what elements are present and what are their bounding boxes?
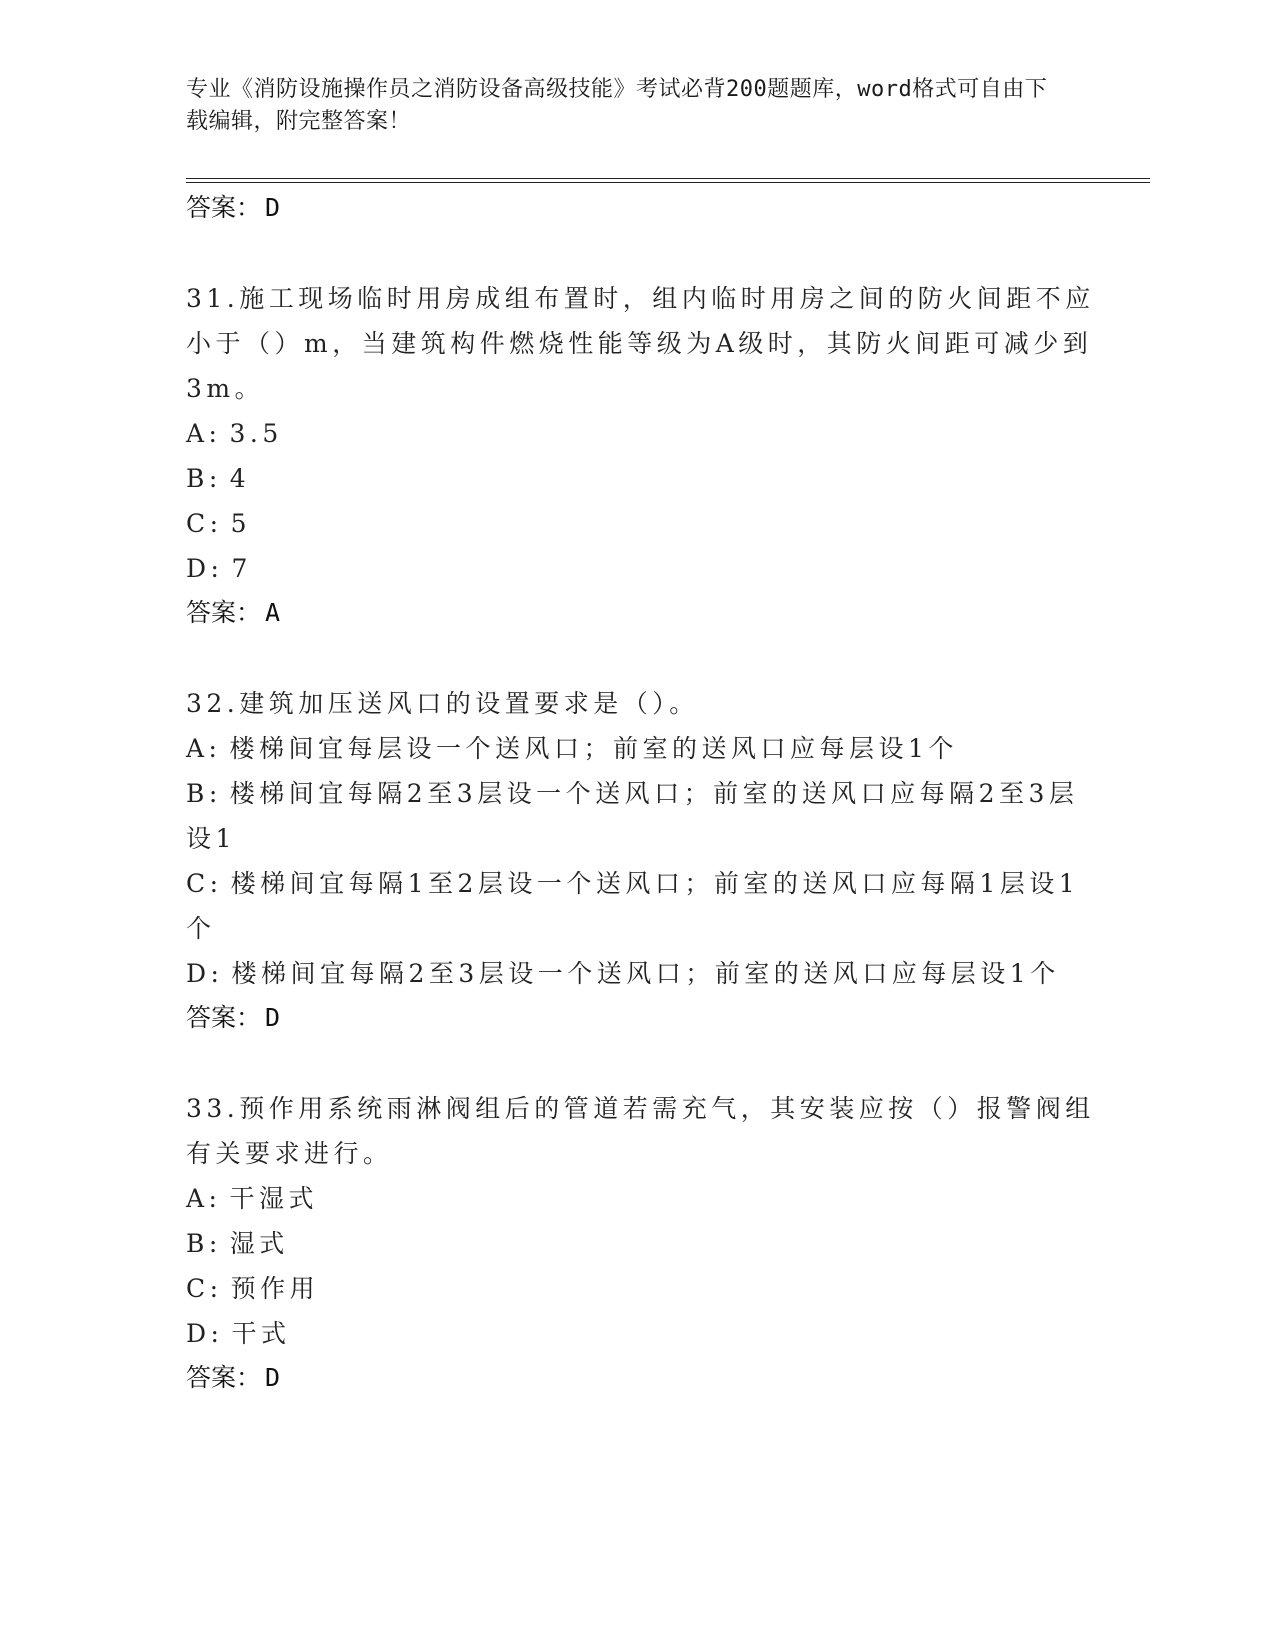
option-text: 4 [229,464,251,493]
answer-value: D [265,1363,281,1392]
answer-label: 答案： [186,598,262,627]
header-divider-secondary [186,182,1150,183]
option-a [186,726,1106,771]
option-text: 湿式 [229,1229,289,1258]
option-text: 预作用 [230,1274,320,1303]
option-c [186,1266,1106,1311]
question-stem: 33.预作用系统雨淋阀组后的管道若需充气，其安装应按（）报警阀组有关要求进行。 [186,1094,1095,1168]
question-32 [186,681,1106,1040]
question-stem: 31.施工现场临时用房成组布置时，组内临时用房之间的防火间距不应小于（）m，当建筑构件燃烧性能等级为A级时，其防火间距可减少到3m。 [186,284,1095,403]
header-divider [186,178,1150,179]
option-key: B: [186,779,222,808]
option-text: 干湿式 [229,1184,318,1213]
option-a [186,1176,1106,1221]
option-key: A: [186,734,222,763]
option-key: B: [186,464,222,493]
option-key: D: [186,554,224,583]
option-key: A: [186,1184,222,1213]
answer-line [186,591,1106,635]
option-text: 楼梯间宜每层设一个送风口；前室的送风口应每层设1个 [229,734,958,763]
answer-label: 答案： [186,1363,262,1392]
document-header: 专业《消防设施操作员之消防设备高级技能》考试必背200题题库，word格式可自由下载编辑，附完整答案！ [186,77,1048,134]
option-text: 楼梯间宜每隔1至2层设一个送风口；前室的送风口应每隔1层设1个 [186,869,1080,943]
option-text: 3.5 [229,419,283,448]
option-key: C: [186,1274,223,1303]
answer-label: 答案： [186,1003,262,1032]
option-key: C: [186,509,223,538]
option-b [186,456,1106,501]
answer-line [186,996,1106,1040]
question-stem: 32.建筑加压送风口的设置要求是（）。 [186,689,699,718]
option-text: 7 [231,554,252,583]
option-text: 干式 [231,1319,291,1348]
option-c [186,861,1106,951]
answer-value: D [265,193,281,222]
option-key: B: [186,1229,222,1258]
option-b [186,1221,1106,1266]
question-31 [186,276,1106,635]
option-key: D: [186,959,224,988]
option-key: D: [186,1319,224,1348]
option-d [186,951,1106,996]
option-text: 楼梯间宜每隔2至3层设一个送风口；前室的送风口应每层设1个 [231,959,1060,988]
option-a [186,411,1106,456]
option-text: 楼梯间宜每隔2至3层设一个送风口；前室的送风口应每隔2至3层设1 [186,779,1079,853]
option-d [186,1311,1106,1356]
question-list [186,186,1106,1400]
option-d [186,546,1106,591]
answer-value: D [265,1003,281,1032]
question-33 [186,1086,1106,1400]
answer-line [186,1356,1106,1400]
option-c [186,501,1106,546]
option-key: C: [186,869,223,898]
answer-line [186,186,1106,230]
answer-label: 答案： [186,193,262,222]
option-b [186,771,1106,861]
option-key: A: [186,419,222,448]
answer-value: A [265,598,281,627]
option-text: 5 [230,509,251,538]
